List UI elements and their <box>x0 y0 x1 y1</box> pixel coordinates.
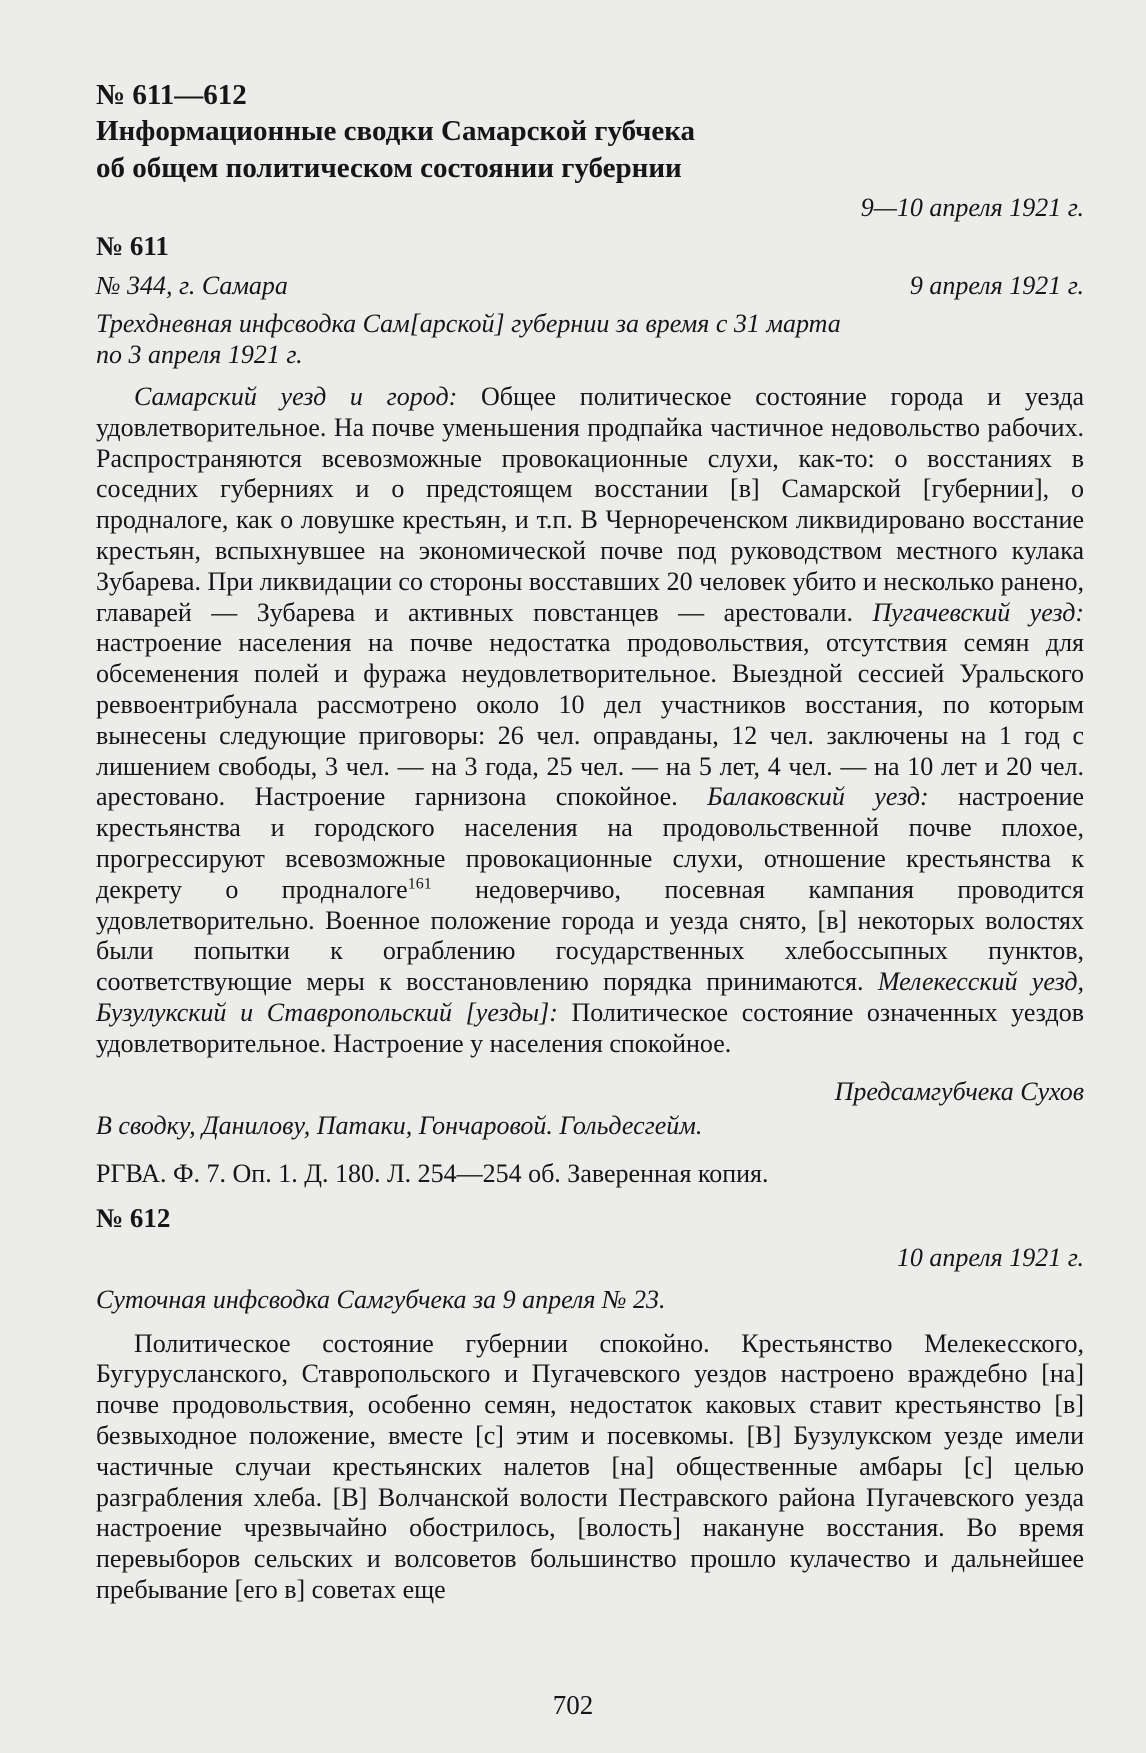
doc611-archive-reference: РГВА. Ф. 7. Оп. 1. Д. 180. Л. 254—254 об. Заверенная копия. <box>96 1158 769 1188</box>
footnote-reference: 161 <box>407 875 432 893</box>
document-title-line-2: об общем политическом состоянии губернии <box>96 152 682 184</box>
pugachev-district-text: настроение населения на почве недостатка продовольствия, отсутствия семян для обсеменения полей и фуража неудовлетворительное. Выездной сессией Уральского реввоентрибунала рассмотрено около 10 дел участников восстания, по которым вынесены следующие приговоры: 26 чел. оправданы, 12 чел. заключены на 1 год с лишением свободы, 3 чел. — на 3 года, 25 чел. — на 5 лет, 4 чел. — на 10 лет и 20 чел. арестовано. Настроение гарнизона спокойное. <box>96 628 1084 812</box>
samara-district-text: Общее политическое состояние города и уезда удовлетворительное. На почве уменьшения продпайка частичное недовольство рабочих. Распространяются всевозможные провокационные слухи, как-то: о восстаниях в соседних губерниях и о предстоящем восстании [в] Самарской [губернии], о продналоге, как о ловушке крестьян, и т.п. В Чернореченском ликвидировано восстание крестьян, вспыхнувшее на экономической почве под руководством местного кулака Зубарева. При ликвидации со стороны восставших 20 человек убито и несколько ранено, главарей — Зубарева и активных повстанцев — арестовали. <box>96 382 1084 627</box>
document-range-number: № 611—612 <box>96 79 247 111</box>
doc612-body-paragraph: Политическое состояние губернии спокойно. Крестьянство Мелекесского, Бугурусланского, Ставропольского и Пугачевского уездов настроено враждебно [на] почве продовольствия, особенно семян, недостаток каковых ставит крестьянство [в] безвыходное положение, вместе [с] этим и посевкомы. [В] Бузулукском уезде имели частичные случаи крестьянских налетов [на] общественные амбары [с] целью разграбления хлеба. [В] Волчанской волости Пестравского района Пугачевского уезда настроение чрезвычайно обострилось, [волость] накануне восстания. Во время перевыборов сельских и волсоветов большинство прошло кулачество и дальнейшее пребывание [его в] советах еще <box>96 1328 1084 1604</box>
doc611-reference: № 344, г. Самара <box>96 271 288 300</box>
samara-district-label: Самарский уезд и город: <box>134 382 458 411</box>
balakovo-district-text-1: настроение крестьянства и городского населения на продовольственной почве плохое, прогрессируют всевозможные провокационные слухи, отношение крестьянства к декрету о продналоге <box>96 782 1084 904</box>
doc612-number: № 612 <box>96 1202 171 1233</box>
doc611-subtitle-line-1: Трехдневная инфсводка Сам[арской] губернии за время с 31 марта <box>96 309 841 338</box>
page-number: 702 <box>552 1690 594 1720</box>
pugachev-district-label: Пугачевский уезд: <box>872 597 1085 627</box>
doc612-date: 10 апреля 1921 г. <box>896 1242 1084 1272</box>
document-date-range: 9—10 апреля 1921 г. <box>860 193 1084 222</box>
melekess-districts-text: Политическое состояние означенных уездов удовлетворительное. Настроение у населения спокойное. <box>96 997 1084 1058</box>
doc611-distribution: В сводку, Данилову, Патаки, Гончаровой. Гольдесгейм. <box>96 1110 703 1140</box>
doc611-number: № 611 <box>96 231 169 261</box>
document-title-line-1: Информационные сводки Самарской губчека <box>96 115 695 147</box>
doc611-signature: Предсамгубчека Сухов <box>834 1076 1084 1106</box>
doc611-date: 9 апреля 1921 г. <box>909 271 1084 300</box>
melekess-districts-label: Мелекесский уезд, Бузулукский и Ставропольский [уезды]: <box>96 967 1084 1027</box>
balakovo-district-text-2: недоверчиво, посевная кампания проводится удовлетворительно. Военное положение города и уезда снято, [в] некоторых волостях были попытки к ограблению государственных хлебоссыпных пунктов, соответствующие меры к восстановлению порядка принимаются. <box>96 874 1085 997</box>
balakovo-district-label: Балаковский уезд: <box>707 782 929 812</box>
doc611-meta-row <box>96 270 1084 302</box>
doc612-subtitle: Суточная инфсводка Самгубчека за 9 апреля № 23. <box>96 1284 666 1314</box>
doc611-subtitle-line-2: по 3 апреля 1921 г. <box>96 340 303 369</box>
doc611-body-paragraph <box>96 382 1084 1060</box>
